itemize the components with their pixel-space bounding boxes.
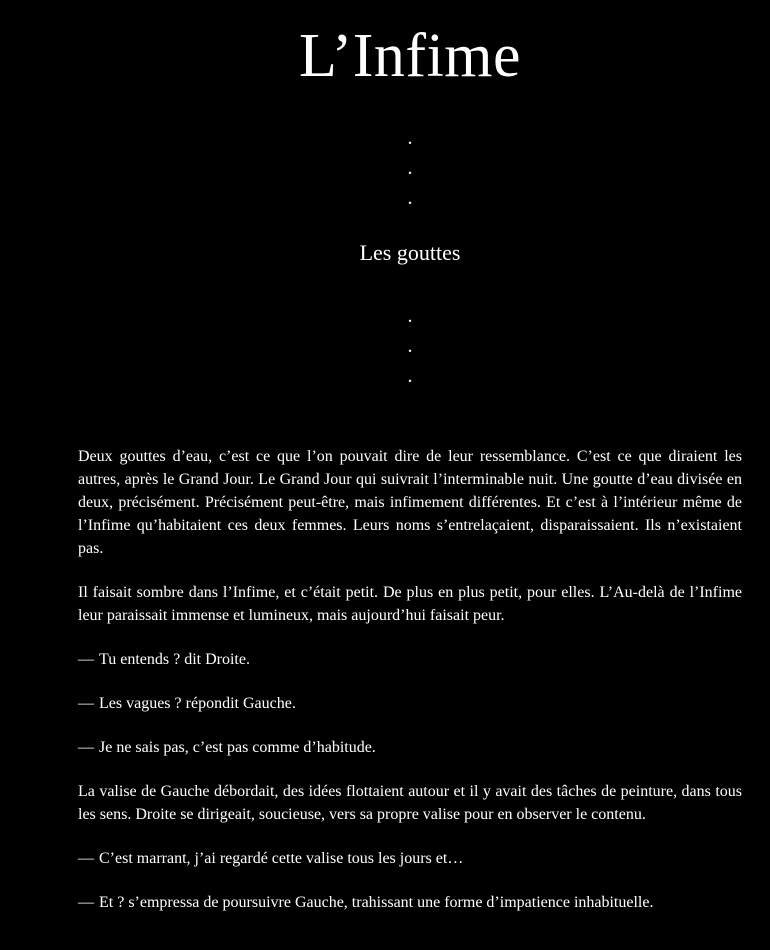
separator-top [0, 128, 770, 218]
paragraph: Deux gouttes d’eau, c’est ce que l’on pouvait dire de leur ressemblance. C’est ce que diraient les autres, après le Grand Jour. Le Grand Jour qui suivrait l’interminable nuit. Une goutte d’eau divisée en deux, précisément. Précisément peut-être, mais infimement différentes. Et c’est à l’intérieur même de l’Infime qu’habitaient ces deux femmes. Leurs noms s’entrelaçaient, disparaissaient. Ils n’existaient pas. [78, 448, 742, 557]
story-text [78, 445, 742, 935]
separator-dot: . [407, 365, 413, 387]
dialogue-line [78, 736, 742, 759]
dialogue-dash: — [78, 739, 94, 756]
dialogue-dash: — [78, 894, 94, 911]
dialogue-dash: — [78, 695, 94, 712]
dialogue-text: Tu entends ? dit Droite. [99, 651, 250, 668]
separator-bottom [0, 306, 770, 396]
dialogue-text: Je ne sais pas, c’est pas comme d’habitude. [99, 739, 376, 756]
separator-dot: . [407, 335, 413, 357]
chapter-title: Les gouttes [359, 240, 461, 265]
paragraph: La valise de Gauche débordait, des idées flottaient autour et il y avait des tâches de peinture, dans tous les sens. Droite se dirigeait, soucieuse, vers sa propre valise pour en observer le contenu. [78, 783, 742, 823]
dialogue-text: Les vagues ? répondit Gauche. [99, 695, 296, 712]
dialogue-text: Et ? s’empressa de poursuivre Gauche, trahissant une forme d’impatience inhabituelle. [99, 894, 654, 911]
separator-dot: . [407, 187, 413, 209]
dialogue-text: C’est marrant, j’ai regardé cette valise tous les jours et… [99, 850, 464, 867]
dialogue-line [78, 692, 742, 715]
paragraph: Il faisait sombre dans l’Infime, et c’était petit. De plus en plus petit, pour elles. L’Au-delà de l’Infime leur paraissait immense et lumineux, mais aujourd’hui faisait peur. [78, 584, 742, 624]
dialogue-dash: — [78, 651, 94, 668]
dialogue-dash: — [78, 850, 94, 867]
separator-dot: . [407, 157, 413, 179]
page-title: L’Infime [298, 22, 522, 90]
separator-dot: . [407, 305, 413, 327]
separator-dot: . [407, 127, 413, 149]
dialogue-line [78, 847, 742, 870]
dialogue-line [78, 648, 742, 671]
dialogue-line [78, 891, 742, 914]
